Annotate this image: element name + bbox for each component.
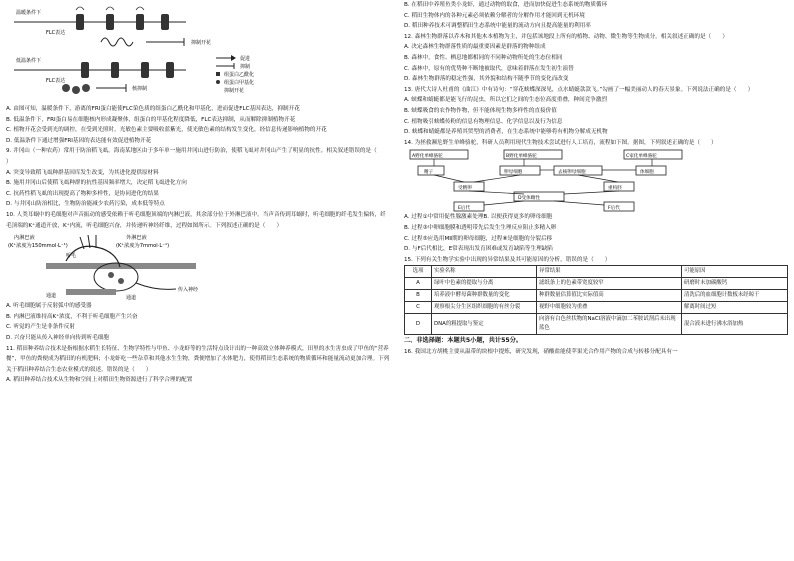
q8-option-c: C. 植物开花会受到光的调控，在受到光照时，光敏色素主要吸收蓝紫光，使光敏色素的结构发生变化，经信息传递影响植物的开花 — [6, 127, 327, 134]
q13-stem: 13. 唐代大诗人杜甫的《曲江》中有诗句：“穿花蛱蝶深深见，点水蜻蜓款款飞。”勾画了一幅美丽动人的春天景象。下列说法正确的是（ ） — [404, 86, 754, 93]
table-row — [405, 302, 788, 314]
fig10-t6: 传入神经 — [178, 287, 199, 294]
q11-option-a: A. 稻田种养结合技术从生物和空间上对稻田生物资源进行了科学合理的配置 — [6, 377, 193, 384]
table-header-row — [405, 266, 788, 278]
legend-flowering: 抑制开花 — [224, 88, 245, 94]
table-cell: 清洗后的血细胞计数板未经晾干 — [682, 290, 788, 302]
table-row — [405, 278, 788, 290]
fig1-label-b: 低温条件下 — [16, 58, 42, 64]
legend-promote: 促进 — [240, 56, 251, 62]
table-cell: 研磨时未加碳酸钙 — [682, 278, 788, 290]
table-cell: B — [405, 290, 432, 302]
flow-n9: 重构胚 — [608, 186, 622, 192]
flow-n10: D受体雌性 — [518, 196, 540, 202]
q12-option-c: C. 森林中，原有的优势种不断地被取代，意味着群落在发生初生演替 — [404, 65, 574, 72]
fig10-t3: 外淋巴液 — [126, 235, 147, 242]
q9-option-d: D. 与井冈山防治相比，生物防治能减少农药污染，成本低等特点 — [6, 201, 165, 208]
q10-option-c: C. 听觉的产生是非条件反射 — [6, 324, 75, 331]
q12-option-b: B. 森林中，食性、栖息地都相同的不同种动物所处的生态位相同 — [404, 54, 563, 61]
fig1-flc-a: FLC表达 — [46, 30, 66, 36]
q14-option-d: D. 与F后代相比，E常表现出发育困难或发育缺陷等生理缺陷 — [404, 246, 553, 253]
q14-option-c: C. 过程⑤应选用MⅡ期的卵母细胞，过程⑧是细胞的分裂后移 — [404, 235, 553, 242]
q8-option-d: D. 低温条件下通过增强FRI基因的表达能有效促进植物开花 — [6, 137, 152, 144]
left-column — [6, 0, 390, 561]
fig1-flc-b: FLC表达 — [46, 78, 66, 84]
q9-option-b: B. 施用井冈山后使稻飞虱种群的抗性基因频率增大，决定稻飞虱进化方向 — [6, 180, 187, 187]
fig1-inhibit: 抑制开花 — [191, 40, 212, 46]
table-cell: 滤纸条上的色素带宽度较窄 — [537, 278, 682, 290]
q9-option-c: C. 抗药性稻飞虱的出现提高了物种多样性，是协同进化的结果 — [6, 190, 159, 197]
fig10-t1: 内淋巴液 — [14, 235, 35, 242]
table-cell: 向溶有白色丝状物的NaCl溶液中滴加二苯胺试剂后未出现蓝色 — [537, 314, 682, 335]
flow-n8: 受精卵 — [458, 186, 472, 192]
table-cell: 种群数量估算值比实际值高 — [537, 290, 682, 302]
table-cell: A — [405, 278, 432, 290]
flow-n6: 去核卵母细胞 — [558, 170, 586, 176]
table-cell: 观察根尖分生区组织细胞的有丝分裂 — [432, 302, 537, 314]
camel-flow-svg — [404, 148, 788, 212]
q11-option-c: C. 稻田生物体内的各种元素必须依赖分解者的分解作用才能回到无机环境 — [404, 12, 585, 19]
q9-option-a: A. 突变导致稻飞虱种群基因库发生改变，为其进化提供原材料 — [6, 169, 159, 176]
flow-n1: A野化单峰骆驼 — [412, 154, 443, 160]
table-cell: 解离时间过短 — [682, 302, 788, 314]
q11-stem: 11. 稻田种养结合技术是指根据水稻生长特征、生物学特性与甲鱼、小龙虾等的生活特点设计出的一种高效立体种养模式，田里的水生害虫成了甲鱼的“营养餐”，甲鱼的粪便成为稻田的有机肥料；小龙虾吃一些杂草和其他水生生物，粪便增加了水体肥力，使得稻田生态系统的物质循环和能量流动更加合理。下列关于稻田种养结合生态农业模式的叙述，错误的是（ ） — [6, 345, 390, 373]
table-cell: D — [405, 314, 432, 335]
section-2-heading: 二、非选择题：本题共5小题，共计55分。 — [404, 337, 523, 345]
fig10-t2: (K⁺浓度为150mmol·L⁻¹) — [8, 243, 68, 250]
q12-option-d: D. 森林生物群落的稳定性强，其外貌和结构不随季节的变化而改变 — [404, 76, 569, 83]
q9-stem: 9. 井冈山（一种农药）常用于防治稻飞虱。海南某地区由于多年单一施用井冈山进行防治，使稻飞虱对井冈山产生了明显的抗性。相关叙述错误的是（ ） — [6, 148, 388, 165]
legend-methyl: 组蛋白甲基化 — [224, 80, 255, 86]
flow-n5: 卵母细胞 — [504, 170, 523, 176]
fig10-t5: 听毛 — [66, 253, 77, 260]
table-header-cell: 异常结果 — [537, 266, 682, 278]
q13-option-b: B. 蛱蝶吸食的农作物作物，但不能体现生物多样性的直接价值 — [404, 107, 557, 114]
hair-cell-figure — [6, 231, 390, 301]
q8-option-a: A. 由图可知，温暖条件下，游离的FRI蛋白能使FLC染色质的组蛋白乙酰化和甲基化，进而促进FLC基因表达，抑制开花 — [6, 106, 300, 112]
flow-n12: F后代 — [608, 206, 620, 212]
table-cell: 绿叶中色素的提取与分离 — [432, 278, 537, 290]
table-header-cell: 可能原因 — [682, 266, 788, 278]
table-cell: 视野中细胞较为重叠 — [537, 302, 682, 314]
fig10-t7: 通道 — [46, 293, 57, 300]
table-cell: DNA的粗提取与鉴定 — [432, 314, 537, 335]
q12-stem: 12. 森林生物群落以乔木和其他木本植物为主，并包括该地段上所有的植物、动物、微生物等生物成分。相关叙述正确的是（ ） — [404, 33, 728, 40]
q10-option-a: A. 听毛细胞属于反射弧中的感受器 — [6, 303, 92, 310]
q11-option-b: B. 在稻田中养殖鱼类小龙虾，通过动物的取食，进而加快促进生态系统的物质循环 — [404, 2, 608, 8]
legend-acetyl: 组蛋白乙酰化 — [224, 72, 255, 78]
table-header-cell: 实验名称 — [432, 266, 537, 278]
q16-stem: 16. 我国北方胡桃主要从温带的块根中提炼，研究发现，硝酸盐能使苹果光合作用产物的合成与转移分配具有一 — [404, 349, 678, 356]
q13-option-a: A. 蛱蝶和蜻蜓都是能飞行的昆虫，所以它们之间的生态位高度重叠，种间竞争激烈 — [404, 97, 608, 104]
q10-option-d: D. 兴奋只能从传入神经单向传到听毛细胞 — [6, 334, 109, 341]
flc-figure — [6, 0, 390, 104]
hair-cell-diagram — [6, 231, 390, 301]
q14-stem: 14. 为拯救濒危野生单峰骆驼，科研人员利用现代生物技术尝试进行人工培育，流程如下图。据图，下列叙述正确的是（ ） — [404, 139, 717, 146]
fig10-t8: 通道 — [126, 295, 137, 302]
flow-n11: E后代 — [458, 206, 471, 212]
flow-n3: C家化单峰骆驼 — [626, 154, 657, 160]
fig1-promote: 核抑制 — [132, 86, 148, 92]
q15-table — [404, 265, 788, 335]
q8-option-b: B. 低温条件下，FRI蛋白易在细胞核内形成凝聚体，组蛋白的甲基化程度降低，FLC表达抑制，从而解除抑制植物开花 — [6, 116, 296, 123]
flc-diagram — [6, 0, 390, 104]
flow-n4: 精子 — [424, 170, 434, 176]
q10-option-b: B. 内淋巴液维持高K⁺浓度，不利于听毛细胞产生兴奋 — [6, 313, 138, 320]
fig1-label-a: 温暖条件下 — [16, 10, 42, 16]
q14-option-a: A. 过程①中常用促性腺激素处理B. 以便获得更多的卵母细胞 — [404, 214, 553, 221]
table-cell: C — [405, 302, 432, 314]
q12-option-a: A. 决定森林生物群落性质的最重要因素是群落的物种组成 — [404, 44, 546, 51]
table-cell: 混合液未进行沸水浴加热 — [682, 314, 788, 335]
table-header-cell: 选项 — [405, 266, 432, 278]
q10-stem: 10. 人类耳蜗中的毛细胞对声音振动的感受依赖于听毛细胞顶端的内淋巴液，其余部分位于外淋巴液中。当声音传到耳蜗时，听毛细胞的纤毛发生偏转，纤毛顶端的K⁺通道开放，K⁺内流，听毛细胞兴奋，并传递听神经纤维，过程如图所示。下列叙述正确的是（ ） — [6, 211, 386, 229]
fig10-t4: (K⁺浓度为7mmol·L⁻¹) — [116, 243, 170, 250]
flow-n7: 体细胞 — [640, 170, 654, 176]
table-cell: 培养液中酵母菌种群数量的变化 — [432, 290, 537, 302]
right-column — [404, 0, 788, 561]
q11-option-d: D. 稻田种养技术可调整稻田生态系统中能量的流动方向且提高能量的利用率 — [404, 23, 591, 30]
table-row — [405, 290, 788, 302]
camel-flowchart — [404, 148, 788, 212]
legend-inhibit: 抑制 — [240, 64, 251, 70]
q15-stem: 15. 下列有关生物学实验中出现的异常结果及其可能原因的分析，错误的是（ ） — [404, 256, 611, 263]
flow-n2: B野化单峰骆驼 — [506, 154, 537, 160]
q13-option-d: D. 蛱蝶和蜻蜓都是养殖其贸型的消费者，在生态系统中能够将有机物分解成无机物 — [404, 129, 608, 136]
table-row — [405, 314, 788, 335]
q13-option-c: C. 植物吸引蛱蝶传粉的信息有物理信息、化学信息以及行为信息 — [404, 118, 563, 125]
q14-option-b: B. 过程③中卵细胞膜和透明带先后发生生理反应阻止多精入卵 — [404, 224, 557, 231]
